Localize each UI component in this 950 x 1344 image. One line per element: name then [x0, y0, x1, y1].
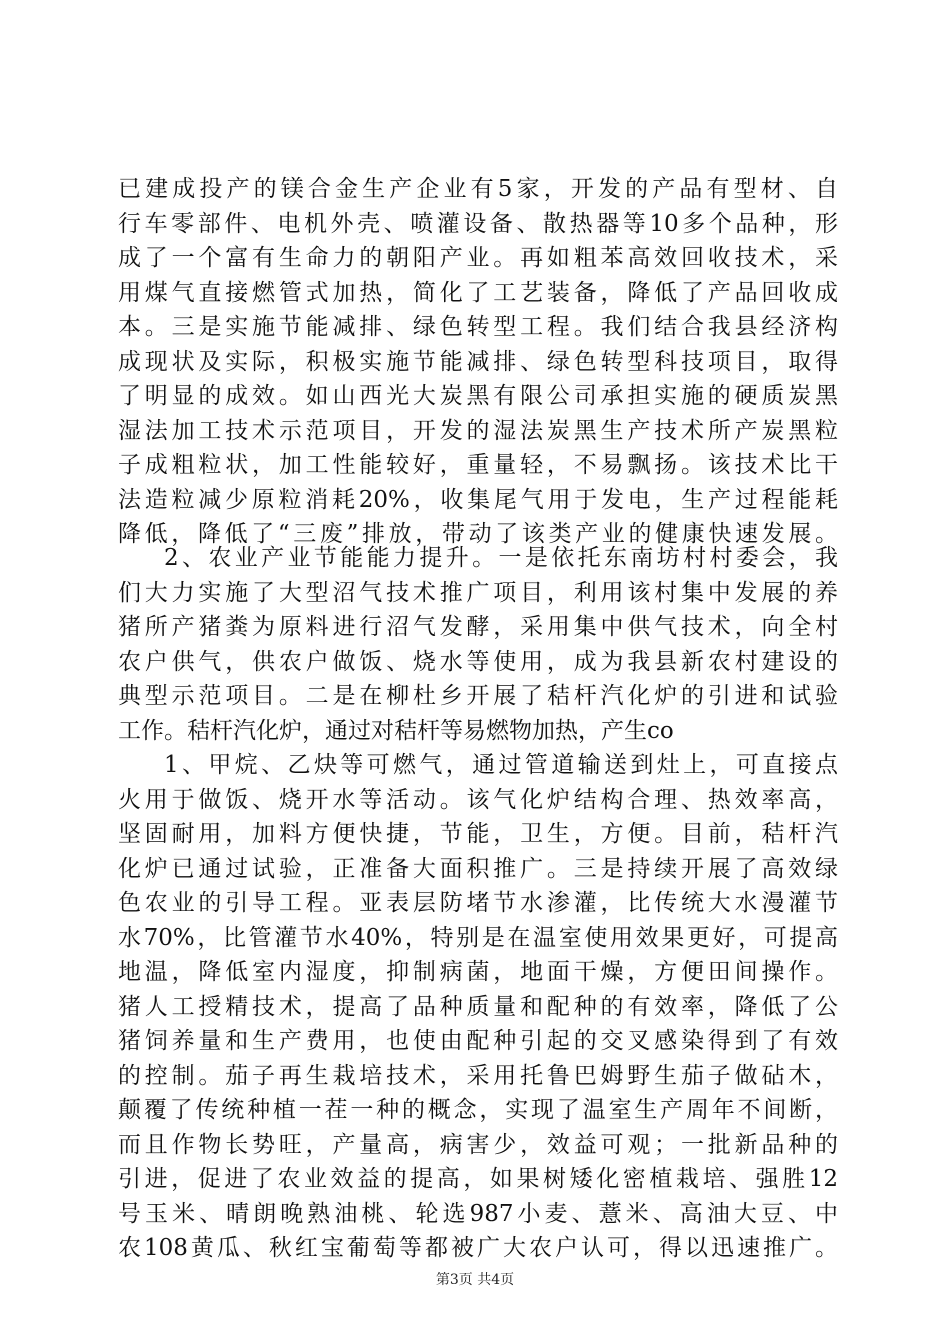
- text-line: 地温，降低室内湿度，抑制病菌，地面干燥，方便田间操作。: [118, 959, 838, 985]
- text-line: 们大力实施了大型沼气技术推广项目，利用该村集中发展的养: [118, 579, 838, 606]
- text-line: 坚固耐用，加料方便快捷，节能，卫生，方便。目前，秸杆汽: [118, 821, 838, 847]
- text-line: 本。三是实施节能减排、绿色转型工程。我们结合我县经济构: [118, 314, 838, 340]
- text-line: 行车零部件、电机外壳、喷灌设备、散热器等10多个品种，形: [118, 210, 838, 237]
- text-line: 猪饲养量和生产费用，也使由配种引起的交叉感染得到了有效: [118, 1028, 838, 1054]
- text-line: 水70%，比管灌节水40%，特别是在温室使用效果更好，可提高: [118, 924, 838, 951]
- text-line: 成了一个富有生命力的朝阳产业。再如粗苯高效回收技术，采: [118, 245, 838, 271]
- text-line: 火用于做饭、烧开水等活动。该气化炉结构合理、热效率高，: [118, 786, 838, 813]
- text-line: 用煤气直接燃管式加热，简化了工艺装备，降低了产品回收成: [118, 279, 838, 306]
- text-line: 引进，促进了农业效益的提高，如果树矮化密植栽培、强胜12: [118, 1166, 838, 1192]
- text-line: 成现状及实际，积极实施节能减排、绿色转型科技项目，取得: [118, 348, 838, 375]
- text-line: 典型示范项目。二是在柳杜乡开展了秸杆汽化炉的引进和试验: [118, 683, 838, 709]
- text-line: 已建成投产的镁合金生产企业有5家，开发的产品有型材、自: [118, 176, 838, 202]
- text-line: 猪人工授精技术，提高了品种质量和配种的有效率，降低了公: [118, 993, 838, 1020]
- text-line: 色农业的引导工程。亚表层防堵节水渗灌，比传统大水漫灌节: [118, 890, 838, 916]
- text-line: 农户供气，供农户做饭、烧水等使用，成为我县新农村建设的: [118, 648, 838, 675]
- text-line: 降低，降低了“三废”排放，带动了该类产业的健康快速发展。: [118, 521, 838, 547]
- text-line: 法造粒减少原粒消耗20%，收集尾气用于发电，生产过程能耗: [118, 486, 838, 513]
- text-line: 颠覆了传统种植一茬一种的概念，实现了温室生产周年不间断，: [118, 1097, 838, 1123]
- paragraph-1: [118, 172, 838, 552]
- text-line: 了明显的成效。如山西光大炭黑有限公司承担实施的硬质炭黑: [118, 383, 838, 409]
- text-line: 号玉米、晴朗晚熟油桃、轮选987小麦、薏米、高油大豆、中: [118, 1200, 838, 1227]
- page-footer: [0, 1270, 950, 1290]
- text-line: 农108黄瓜、秋红宝葡萄等都被广大农户认可，得以迅速推广。: [118, 1235, 838, 1261]
- text-line: 2、农业产业节能能力提升。一是依托东南坊村村委会，我: [164, 545, 838, 571]
- text-line: 化炉已通过试验，正准备大面积推广。三是持续开展了高效绿: [118, 855, 838, 882]
- paragraph-2-and-3: [118, 541, 838, 1266]
- text-line: 而且作物长势旺，产量高，病害少，效益可观；一批新品种的: [118, 1131, 838, 1158]
- text-line: 工作。秸杆汽化炉，通过对秸杆等易燃物加热，产生co: [118, 717, 674, 744]
- text-line: 猪所产猪粪为原料进行沼气发酵，采用集中供气技术，向全村: [118, 614, 838, 640]
- text-line: 1、甲烷、乙炔等可燃气，通过管道输送到灶上，可直接点: [164, 752, 838, 778]
- text-line: 湿法加工技术示范项目，开发的湿法炭黑生产技术所产炭黑粒: [118, 417, 838, 444]
- text-line: 的控制。茄子再生栽培技术，采用托鲁巴姆野生茄子做砧木，: [118, 1062, 838, 1089]
- page-number: 第3页 共4页: [435, 1272, 515, 1288]
- text-line: 子成粗粒状，加工性能较好，重量轻，不易飘扬。该技术比干: [118, 452, 838, 478]
